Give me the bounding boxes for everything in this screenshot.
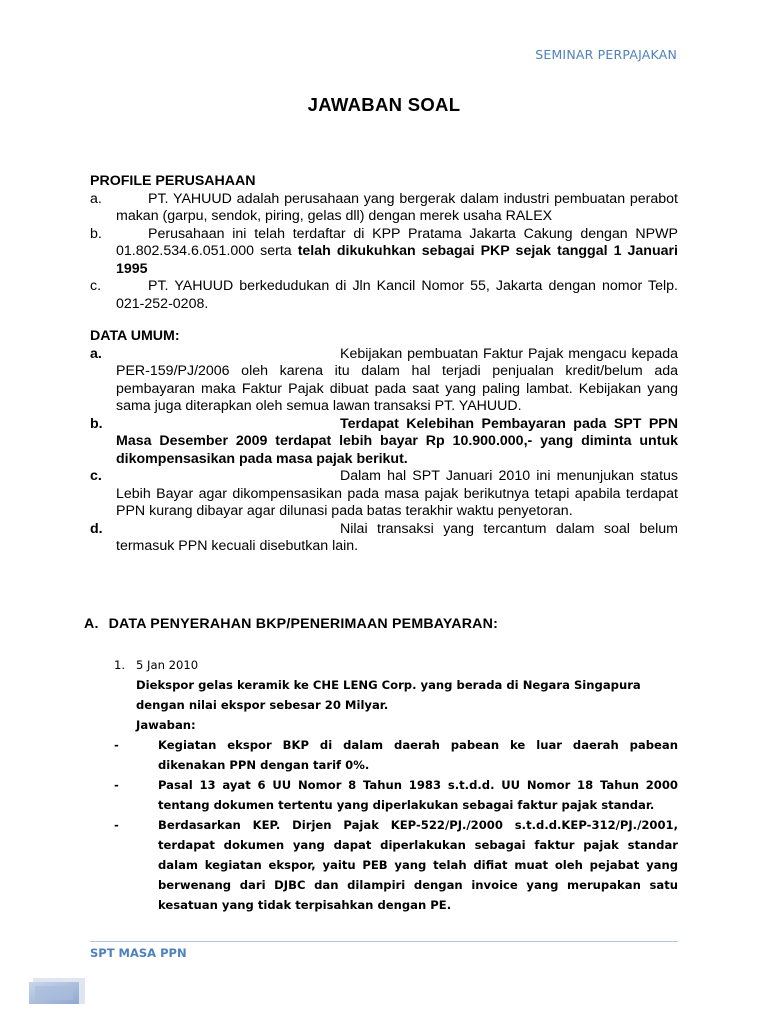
list-text: Nilai transaksi yang tercantum dalam soal belum termasuk PPN kecuali disebutkan lain. — [116, 520, 678, 554]
list-marker: d. — [90, 520, 103, 537]
footer-divider — [90, 941, 678, 942]
page-title: JAWABAN SOAL — [307, 94, 461, 115]
list-text: Perusahaan ini telah terdaftar di KPP Pratama Jakarta Cakung dengan NPWP 01.802.534.6.051.000 serta telah dikukuhkan sebagai PKP sejak tanggal 1 Januari 1995 — [116, 225, 678, 277]
list-text: PT. YAHUUD berkedudukan di Jln Kancil Nomor 55, Jakarta dengan nomor Telp. 021-252-0208. — [116, 278, 678, 312]
header-title: SEMINAR PERPAJAKAN — [535, 47, 677, 62]
entry-description: Diekspor gelas keramik ke CHE LENG Corp. yang berada di Negara Singapura dengan nilai ekspor sebesar 20 Milyar. — [136, 678, 641, 712]
entry-header — [114, 655, 678, 675]
answer-point — [114, 735, 678, 775]
list-marker: a. — [90, 345, 102, 362]
answer-point-text: Pasal 13 ayat 6 UU Nomor 8 Tahun 1983 s.t.d.d. UU Nomor 18 Tahun 2000 tentang dokumen tertentu yang diperlakukan sebagai faktur pajak standar. — [158, 778, 678, 812]
list-item — [90, 191, 678, 226]
section-letter: A. — [84, 616, 99, 632]
profile-heading: PROFILE PERUSAHAAN — [90, 173, 256, 189]
list-text: Terdapat Kelebihan Pembayaran pada SPT PPN Masa Desember 2009 terdapat lebih bayar Rp 10.900.000,- yang diminta untuk dikompensasikan pada masa pajak berikut. — [116, 415, 678, 467]
answer-label: Jawaban: — [136, 718, 196, 732]
list-marker: b. — [90, 415, 103, 432]
list-text: Kebijakan pembuatan Faktur Pajak mengacu kepada PER-159/PJ/2006 oleh karena itu dalam hal terjadi penjualan kredit/belum ada pembayaran maka Faktur Pajak dibuat pada saat yang paling lambat. Kebijakan yang sama juga diterapkan oleh semua lawan transaksi PT. YAHUUD. — [116, 345, 678, 414]
list-marker: a. — [90, 190, 102, 207]
entry-date: 5 Jan 2010 — [136, 658, 199, 672]
list-item — [90, 521, 678, 556]
section-title: DATA PENYERAHAN BKP/PENERIMAAN PEMBAYARAN: — [108, 616, 498, 632]
list-marker: b. — [90, 225, 102, 242]
data-umum-section — [90, 328, 678, 556]
list-item — [90, 468, 678, 521]
list-item — [90, 346, 678, 416]
data-umum-heading: DATA UMUM: — [90, 328, 180, 344]
section-a-body — [114, 655, 678, 915]
answer-point — [114, 815, 678, 915]
dash-marker: - — [114, 818, 119, 832]
section-a-heading — [84, 616, 498, 632]
answer-point — [114, 775, 678, 815]
list-item — [90, 416, 678, 469]
answer-point-text: Berdasarkan KEP. Dirjen Pajak KEP-522/PJ./2000 s.t.d.d.KEP-312/PJ./2001, terdapat dokumen yang dapat diperlakukan sebagai faktur pajak standar dalam kegiatan ekspor, yaitu PEB yang telah difiat muat oleh pejabat yang berwenang dari DJBC dan dilampiri dengan invoice yang merupakan satu kesatuan yang tidak terpisahkan dengan PE. — [158, 818, 678, 912]
list-item — [90, 226, 678, 279]
list-item — [90, 278, 678, 313]
dash-marker: - — [114, 738, 119, 752]
list-marker: c. — [90, 278, 102, 294]
dash-marker: - — [114, 778, 119, 792]
answer-point-text: Kegiatan ekspor BKP di dalam daerah pabean ke luar daerah pabean dikenakan PPN dengan tarif 0%. — [158, 738, 678, 772]
profile-section — [90, 173, 678, 313]
list-text: PT. YAHUUD adalah perusahaan yang bergerak dalam industri pembuatan perabot makan (garpu, sendok, piring, gelas dll) dengan merek usaha RALEX — [116, 190, 678, 224]
list-marker: c. — [90, 468, 102, 484]
page-corner-decoration-icon — [29, 976, 87, 1006]
list-text: Dalam hal SPT Januari 2010 ini menunjukan status Lebih Bayar agar dikompensasikan pada masa pajak berikutnya tetapi apabila terdapat PPN kurang dibayar agar dilunasi pada batas terakhir waktu penyetoran. — [116, 468, 678, 519]
entry-number: 1. — [114, 658, 126, 672]
footer-title: SPT MASA PPN — [90, 946, 187, 960]
